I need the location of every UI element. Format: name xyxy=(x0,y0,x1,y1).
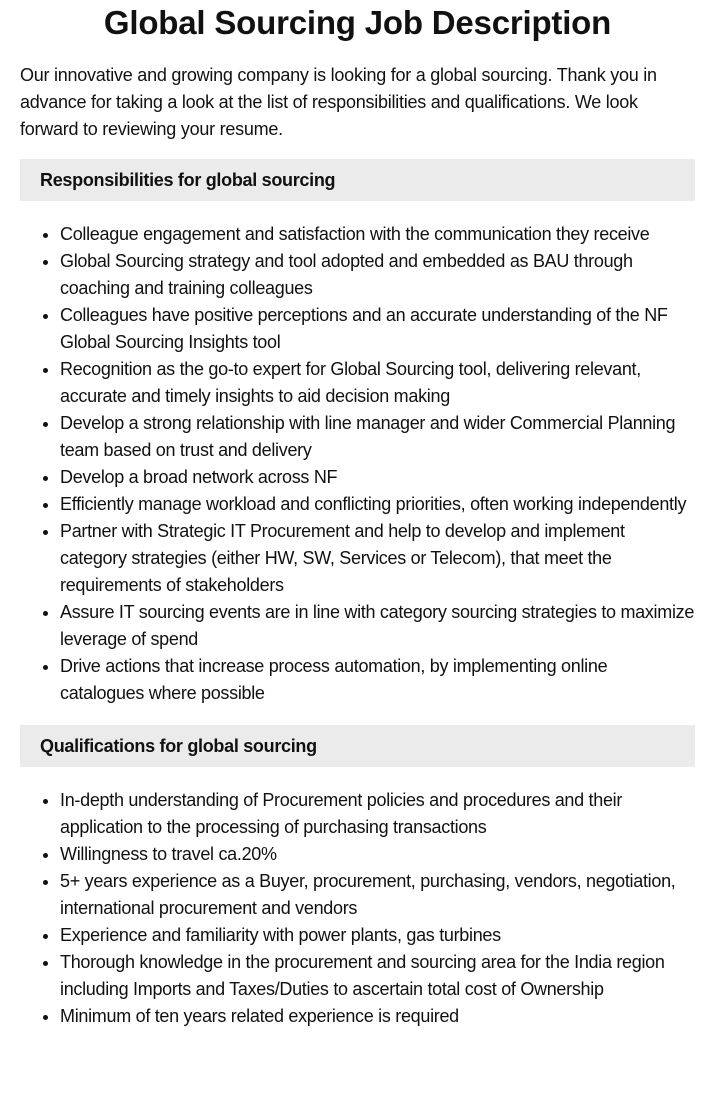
responsibilities-section xyxy=(20,159,695,707)
list-item xyxy=(60,410,695,464)
list-item-text: Recognition as the go-to expert for Global Sourcing tool, delivering relevant, accurate and timely insights to aid decision making xyxy=(60,359,641,406)
bullet-icon xyxy=(43,530,48,535)
bullet-icon xyxy=(43,260,48,265)
list-item-text: Global Sourcing strategy and tool adopted and embedded as BAU through coaching and training colleagues xyxy=(60,251,633,298)
bullet-icon xyxy=(43,503,48,508)
list-item-text: Assure IT sourcing events are in line with category sourcing strategies to maximize leverage of spend xyxy=(60,602,695,649)
list-item xyxy=(60,491,695,518)
list-item-text: Partner with Strategic IT Procurement and help to develop and implement category strategies (either HW, SW, Services or Telecom), that meet the requirements of stakeholders xyxy=(60,521,625,595)
list-item-text: In-depth understanding of Procurement policies and procedures and their application to the processing of purchasing transactions xyxy=(60,790,623,837)
list-item-text: Thorough knowledge in the procurement and sourcing area for the India region including Imports and Taxes/Duties to ascertain total cost of Ownership xyxy=(60,952,665,999)
bullet-icon xyxy=(43,799,48,804)
qualifications-list xyxy=(20,787,695,1030)
qualifications-heading: Qualifications for global sourcing xyxy=(20,725,695,767)
list-item xyxy=(60,221,695,248)
bullet-icon xyxy=(43,368,48,373)
list-item-text: Colleague engagement and satisfaction with the communication they receive xyxy=(60,224,650,244)
list-item xyxy=(60,302,695,356)
list-item xyxy=(60,518,695,599)
list-item xyxy=(60,868,695,922)
bullet-icon xyxy=(43,665,48,670)
list-item xyxy=(60,1003,695,1030)
list-item xyxy=(60,949,695,1003)
list-item xyxy=(60,787,695,841)
bullet-icon xyxy=(43,611,48,616)
responsibilities-list xyxy=(20,221,695,707)
list-item xyxy=(60,248,695,302)
list-item-text: Experience and familiarity with power plants, gas turbines xyxy=(60,925,501,945)
bullet-icon xyxy=(43,233,48,238)
list-item xyxy=(60,599,695,653)
bullet-icon xyxy=(43,853,48,858)
page-title: Global Sourcing Job Description xyxy=(103,4,612,41)
list-item-text: Minimum of ten years related experience is required xyxy=(60,1006,459,1026)
list-item xyxy=(60,841,695,868)
bullet-icon xyxy=(43,314,48,319)
list-item-text: Willingness to travel ca.20% xyxy=(60,844,277,864)
bullet-icon xyxy=(43,880,48,885)
bullet-icon xyxy=(43,934,48,939)
list-item-text: Colleagues have positive perceptions and an accurate understanding of the NF Global Sourcing Insights tool xyxy=(60,305,668,352)
qualifications-section xyxy=(20,725,695,1030)
list-item-text: Efficiently manage workload and conflicting priorities, often working independently xyxy=(60,494,687,514)
list-item-text: Drive actions that increase process automation, by implementing online catalogues where possible xyxy=(60,656,608,703)
list-item xyxy=(60,922,695,949)
bullet-icon xyxy=(43,422,48,427)
intro-paragraph: Our innovative and growing company is looking for a global sourcing. Thank you in advance for taking a look at the list of responsibilities and qualifications. We look forward to reviewing your resume. xyxy=(20,65,657,139)
list-item xyxy=(60,356,695,410)
bullet-icon xyxy=(43,476,48,481)
list-item-text: Develop a broad network across NF xyxy=(60,467,338,487)
bullet-icon xyxy=(43,961,48,966)
list-item xyxy=(60,653,695,707)
list-item-text: 5+ years experience as a Buyer, procurement, purchasing, vendors, negotiation, international procurement and vendors xyxy=(60,871,676,918)
responsibilities-heading: Responsibilities for global sourcing xyxy=(20,159,695,201)
list-item-text: Develop a strong relationship with line manager and wider Commercial Planning team based on trust and delivery xyxy=(60,413,676,460)
list-item xyxy=(60,464,695,491)
bullet-icon xyxy=(43,1015,48,1020)
